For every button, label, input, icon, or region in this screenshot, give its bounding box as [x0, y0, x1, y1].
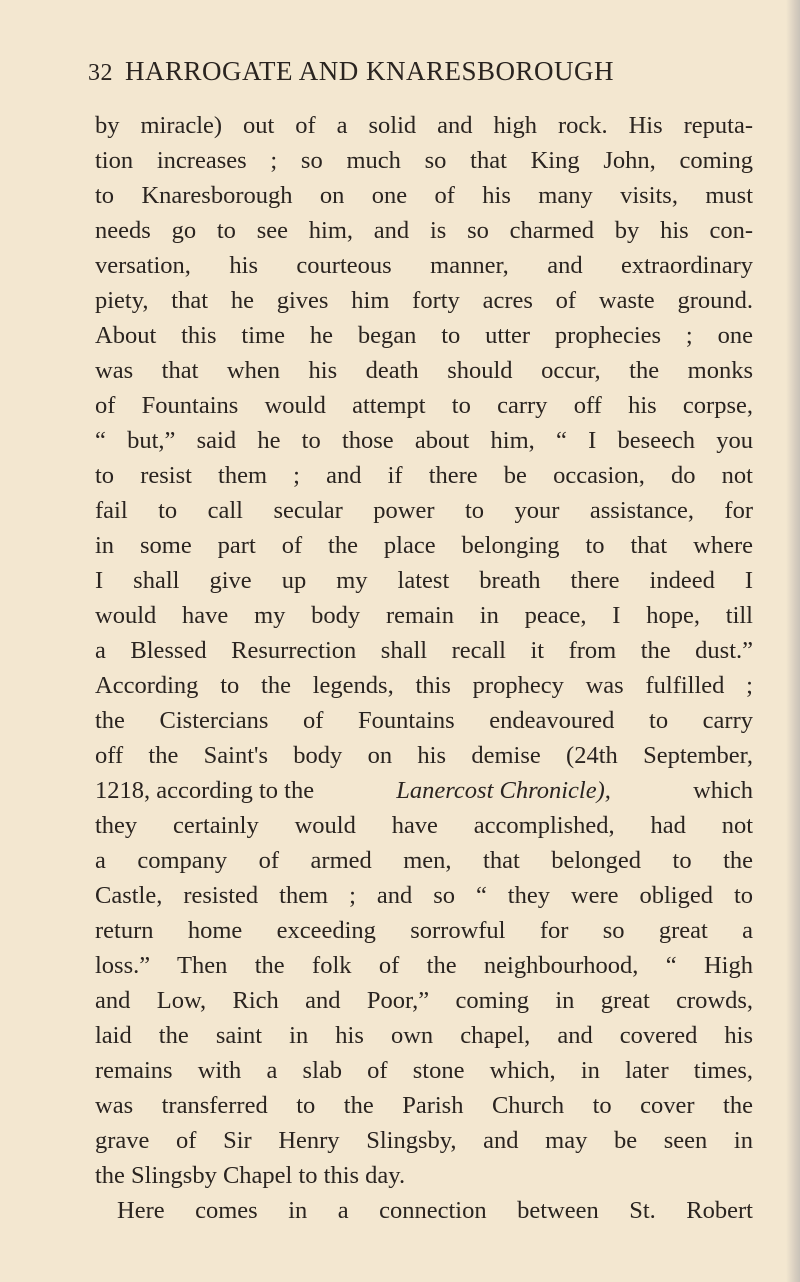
- page-number: 32: [88, 60, 113, 86]
- text-line: About this time he began to utter prophecies ; one: [95, 322, 753, 349]
- text-line: by miracle) out of a solid and high rock. His reputa-: [95, 112, 753, 139]
- text-line: Castle, resisted them ; and so “ they were obliged to: [95, 882, 753, 909]
- text-line: to Knaresborough on one of his many visits, must: [95, 182, 753, 209]
- page-edge-shadow: [786, 0, 800, 1282]
- text-line: in some part of the place belonging to that where: [95, 532, 753, 559]
- text-line: laid the saint in his own chapel, and covered his: [95, 1022, 753, 1049]
- text-line: I shall give up my latest breath there indeed I: [95, 567, 753, 594]
- text-line: Here comes in a connection between St. Robert: [117, 1197, 753, 1224]
- text-line: was that when his death should occur, the monks: [95, 357, 753, 384]
- text-line: a Blessed Resurrection shall recall it from the dust.”: [95, 637, 753, 664]
- text-line: they certainly would have accomplished, had not: [95, 812, 753, 839]
- text-line: needs go to see him, and is so charmed by his con-: [95, 217, 753, 244]
- text-line: fail to call secular power to your assistance, for: [95, 497, 753, 524]
- body-text: [95, 108, 753, 1228]
- text-segment: 1218, according to the: [95, 777, 315, 804]
- running-title: HARROGATE AND KNARESBOROUGH: [125, 56, 615, 86]
- text-line: off the Saint's body on his demise (24th September,: [95, 742, 753, 769]
- text-line: the Slingsby Chapel to this day.: [95, 1162, 406, 1189]
- text-line: would have my body remain in peace, I hope, till: [95, 602, 753, 629]
- text-line: a company of armed men, that belonged to the: [95, 847, 753, 874]
- text-line: the Cistercians of Fountains endeavoured to carry: [95, 707, 753, 734]
- text-line-with-citation: [95, 773, 753, 808]
- text-line: of Fountains would attempt to carry off his corpse,: [95, 392, 753, 419]
- text-line: and Low, Rich and Poor,” coming in great crowds,: [95, 987, 753, 1014]
- text-line: was transferred to the Parish Church to cover the: [95, 1092, 753, 1119]
- text-line: return home exceeding sorrowful for so great a: [95, 917, 753, 944]
- text-line: “ but,” said he to those about him, “ I beseech you: [95, 427, 753, 454]
- chronicle-title: Lanercost Chronicle),: [396, 777, 611, 804]
- text-line: tion increases ; so much so that King John, coming: [95, 147, 753, 174]
- text-line: grave of Sir Henry Slingsby, and may be seen in: [95, 1127, 753, 1154]
- text-line: loss.” Then the folk of the neighbourhood, “ High: [95, 952, 753, 979]
- text-segment: which: [693, 777, 753, 804]
- text-line: to resist them ; and if there be occasion, do not: [95, 462, 753, 489]
- running-header: [88, 56, 768, 87]
- text-line: piety, that he gives him forty acres of waste ground.: [95, 287, 753, 314]
- text-line: According to the legends, this prophecy was fulfilled ;: [95, 672, 753, 699]
- text-line: remains with a slab of stone which, in later times,: [95, 1057, 753, 1084]
- text-line: versation, his courteous manner, and extraordinary: [95, 252, 753, 279]
